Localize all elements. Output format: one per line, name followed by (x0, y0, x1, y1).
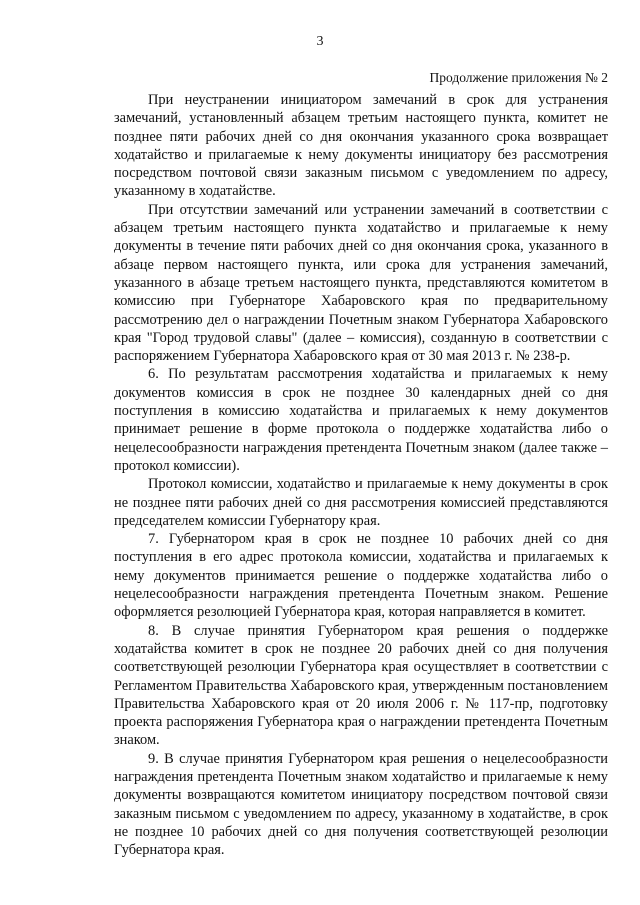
paragraph-item-8: 8. В случае принятия Губернатором края решения о поддержке ходатайства комитет в срок не позднее 20 рабочих дней со дня получения соответствующей резолюции Губернатора края осуществляет в соответствии с Регламентом Правительства Хабаровского края, утвержденным постановлением Правительства Хабаровского края от 20 июля 2006 г. № 117-пр, подготовку проекта распоряжения Губернатора края о награждении претендента Почетным знаком. (114, 622, 608, 749)
paragraph-item-7: 7. Губернатором края в срок не позднее 10 рабочих дней со дня поступления в его адрес протокола комиссии, ходатайства и прилагаемых к нему документов принимается решение о поддержке ходатайства либо о нецелесообразности награждения претендента Почетным знаком. Решение оформляется резолюцией Губернатора края, которая направляется в комитет. (114, 531, 608, 621)
paragraph-protocol-submission: Протокол комиссии, ходатайство и прилагаемые к нему документы в срок не позднее пяти рабочих дней со дня рассмотрения комиссией представляются председателем комиссии Губернатору края. (114, 476, 608, 529)
page-number: 3 (316, 34, 324, 49)
paragraph-submission-to-commission: При отсутствии замечаний или устранении замечаний в соответствии с абзацем третьим настоящего пункта ходатайство и прилагаемые к нему документы в течение пяти рабочих дней со дня окончания срока, указанного в абзаце первом настоящего пункта, или срока для устранения замечаний, указанного в абзаце третьем настоящего пункта, представляются комитетом в комиссию при Губернаторе Хабаровского края по предварительному рассмотрению дел о награждении Почетным знаком Губернатора Хабаровского края "Город трудовой славы" (далее – комиссия), созданную в соответствии с распоряжением Губернатора Хабаровского края от 30 мая 2013 г. № 238-р. (114, 201, 608, 365)
document-body (114, 91, 608, 859)
paragraph-item-6: 6. По результатам рассмотрения ходатайства и прилагаемых к нему документов комиссия в срок не позднее 30 календарных дней со дня поступления в комиссию ходатайства и прилагаемых к нему документов принимает решение в форме протокола о поддержке ходатайства либо о нецелесообразности награждения претендента Почетным знаком (далее также – протокол комиссии). (114, 366, 608, 474)
appendix-continuation-label: Продолжение приложения № 2 (429, 70, 608, 85)
paragraph-item-9: 9. В случае принятия Губернатором края решения о нецелесообразности награждения претендента Почетным знаком ходатайство и прилагаемые к нему документы возвращаются комитетом инициатору посредством почтовой связи заказным письмом с уведомлением по адресу, указанному в ходатайстве, в срок не позднее 10 рабочих дней со дня получения соответствующей резолюции Губернатора края. (114, 750, 608, 859)
paragraph-return-without-review: При неустранении инициатором замечаний в срок для устранения замечаний, установленный абзацем третьим настоящего пункта, комитет не позднее пяти рабочих дней со дня окончания указанного срока возвращает ходатайство и прилагаемые к нему документы инициатору без рассмотрения посредством почтовой связи заказным письмом с уведомлением по адресу, указанному в ходатайстве. (114, 92, 608, 200)
